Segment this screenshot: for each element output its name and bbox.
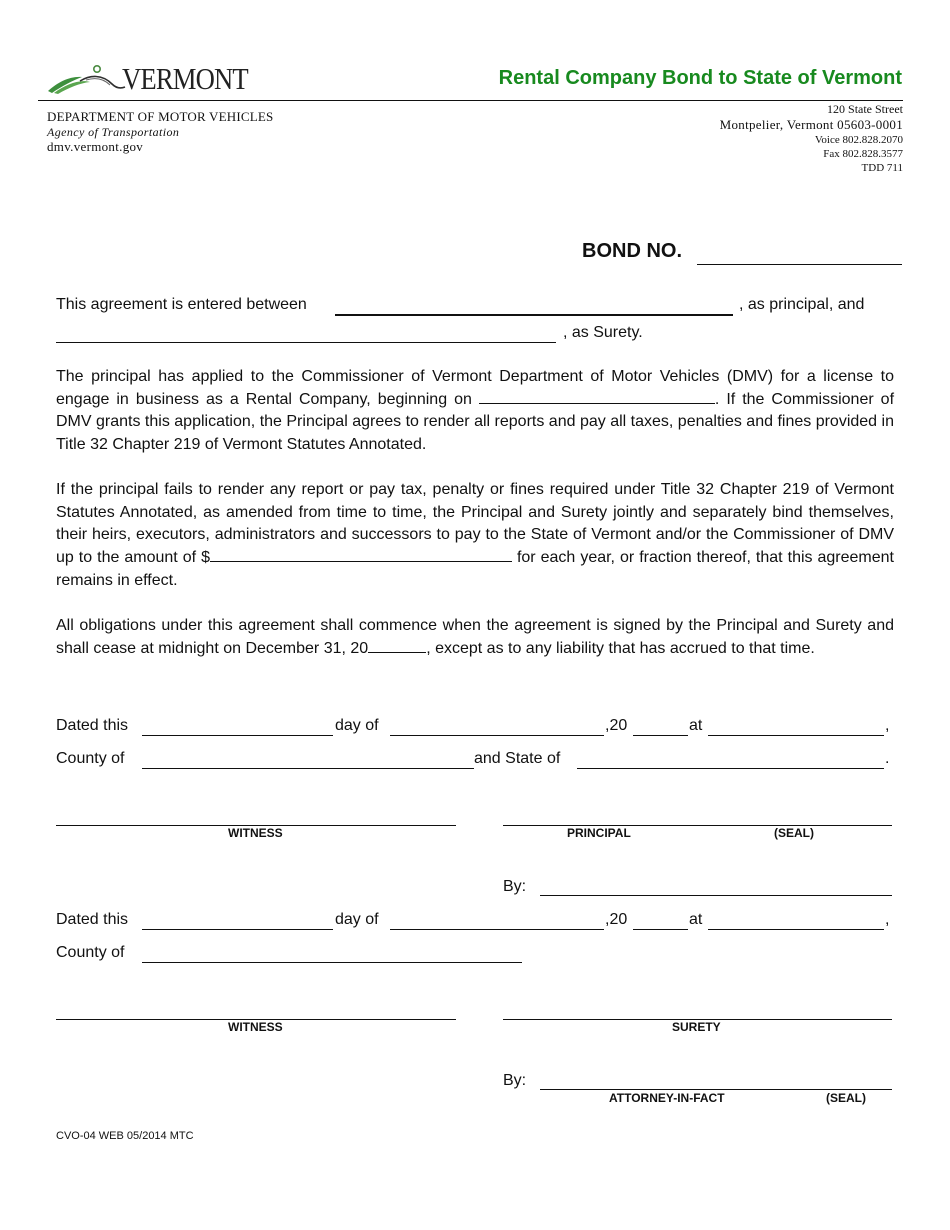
header-divider — [38, 100, 903, 101]
at-label: at — [689, 717, 703, 734]
state-field[interactable] — [577, 768, 884, 769]
day-field[interactable] — [142, 735, 333, 736]
address-tdd: TDD 711 — [861, 162, 903, 174]
agreement-intro: This agreement is entered between — [56, 296, 307, 313]
state-label: and State of — [474, 750, 561, 767]
day-of-label: day of — [335, 717, 379, 734]
surety-name-field[interactable] — [56, 342, 556, 343]
seal-caption: (SEAL) — [774, 826, 814, 840]
day-field[interactable] — [142, 929, 333, 930]
address-fax: Fax 802.828.3577 — [823, 148, 903, 160]
paragraph-liability: If the principal fails to render any report or pay tax, penalty or fines required under Title 32 Chapter 219 of Vermont Statutes Annotated, as amended from time to time, the Principal and Surety jointly and separately bind themselves, their heirs, executors, administrators and successors to pay to the State of Vermont and/or the Commissioner of DMV up to the amount of $ for each year, or fraction thereof, that this agreement remains in effect. — [56, 481, 895, 589]
department-name: DEPARTMENT OF MOTOR VEHICLES — [47, 109, 274, 124]
location-field[interactable] — [708, 929, 884, 930]
location-field[interactable] — [708, 735, 884, 736]
witness-caption: WITNESS — [228, 826, 283, 840]
year-prefix-label: ,20 — [605, 717, 628, 734]
county-label: County of — [56, 944, 125, 961]
by-label: By: — [503, 1072, 527, 1089]
paragraph-term: All obligations under this agreement shall commence when the agreement is signed by the Principal and Surety and shall cease at midnight on December 31, 20 , except as to any liability that has accrued to that time. — [56, 617, 894, 657]
address-street: 120 State Street — [827, 102, 903, 116]
website-text: dmv.vermont.gov — [47, 139, 144, 154]
license-start-date-field[interactable] — [479, 389, 715, 404]
principal-suffix: , as principal, and — [739, 296, 865, 313]
witness-caption: WITNESS — [228, 1020, 283, 1034]
period-label: . — [885, 750, 890, 767]
expiry-year-field[interactable] — [368, 638, 426, 653]
county-label: County of — [56, 750, 125, 767]
logo-wordmark: VERMONT — [122, 61, 248, 96]
bond-number-label: BOND NO. — [582, 240, 682, 262]
agency-name: Agency of Transportation — [47, 125, 180, 139]
comma-label: , — [885, 717, 890, 734]
by-label: By: — [503, 878, 527, 895]
year-prefix-label: ,20 — [605, 911, 628, 928]
dated-this-label: Dated this — [56, 717, 129, 734]
address-block — [720, 102, 903, 175]
form-code: CVO-04 WEB 05/2014 MTC — [56, 1130, 194, 1142]
county-field[interactable] — [142, 962, 522, 963]
department-block — [47, 109, 273, 155]
form-title: Rental Company Bond to State of Vermont — [498, 67, 902, 89]
bond-amount-field[interactable] — [210, 547, 512, 562]
day-of-label: day of — [335, 911, 379, 928]
address-voice: Voice 802.828.2070 — [814, 134, 903, 146]
address-city: Montpelier, Vermont 05603-0001 — [719, 117, 903, 132]
month-field[interactable] — [390, 929, 604, 930]
seal-caption: (SEAL) — [826, 1091, 866, 1105]
mountain-leaf-icon — [46, 60, 126, 96]
principal-signature-line[interactable] — [503, 825, 892, 826]
comma-label: , — [885, 911, 890, 928]
paragraph-license: The principal has applied to the Commissioner of Vermont Department of Motor Vehicles (DMV) for a license to engage in business as a Rental Company, beginning on . If the Commissioner of DMV grants this application, the Principal agrees to render all reports and pay all taxes, penalties and fines provided in Title 32 Chapter 219 of Vermont Statutes Annotated. — [56, 368, 895, 454]
month-field[interactable] — [390, 735, 604, 736]
year-field[interactable] — [633, 735, 688, 736]
dated-this-label: Dated this — [56, 911, 129, 928]
year-field[interactable] — [633, 929, 688, 930]
surety-suffix: , as Surety. — [563, 324, 643, 341]
attorney-caption: ATTORNEY-IN-FACT — [609, 1091, 725, 1105]
attorney-by-field[interactable] — [540, 1089, 892, 1090]
vermont-logo — [46, 60, 268, 96]
bond-number-field[interactable] — [697, 264, 902, 265]
principal-name-field[interactable] — [335, 314, 733, 316]
county-field[interactable] — [142, 768, 474, 769]
at-label: at — [689, 911, 703, 928]
principal-by-field[interactable] — [540, 895, 892, 896]
principal-caption: PRINCIPAL — [567, 826, 631, 840]
surety-caption: SURETY — [672, 1020, 721, 1034]
